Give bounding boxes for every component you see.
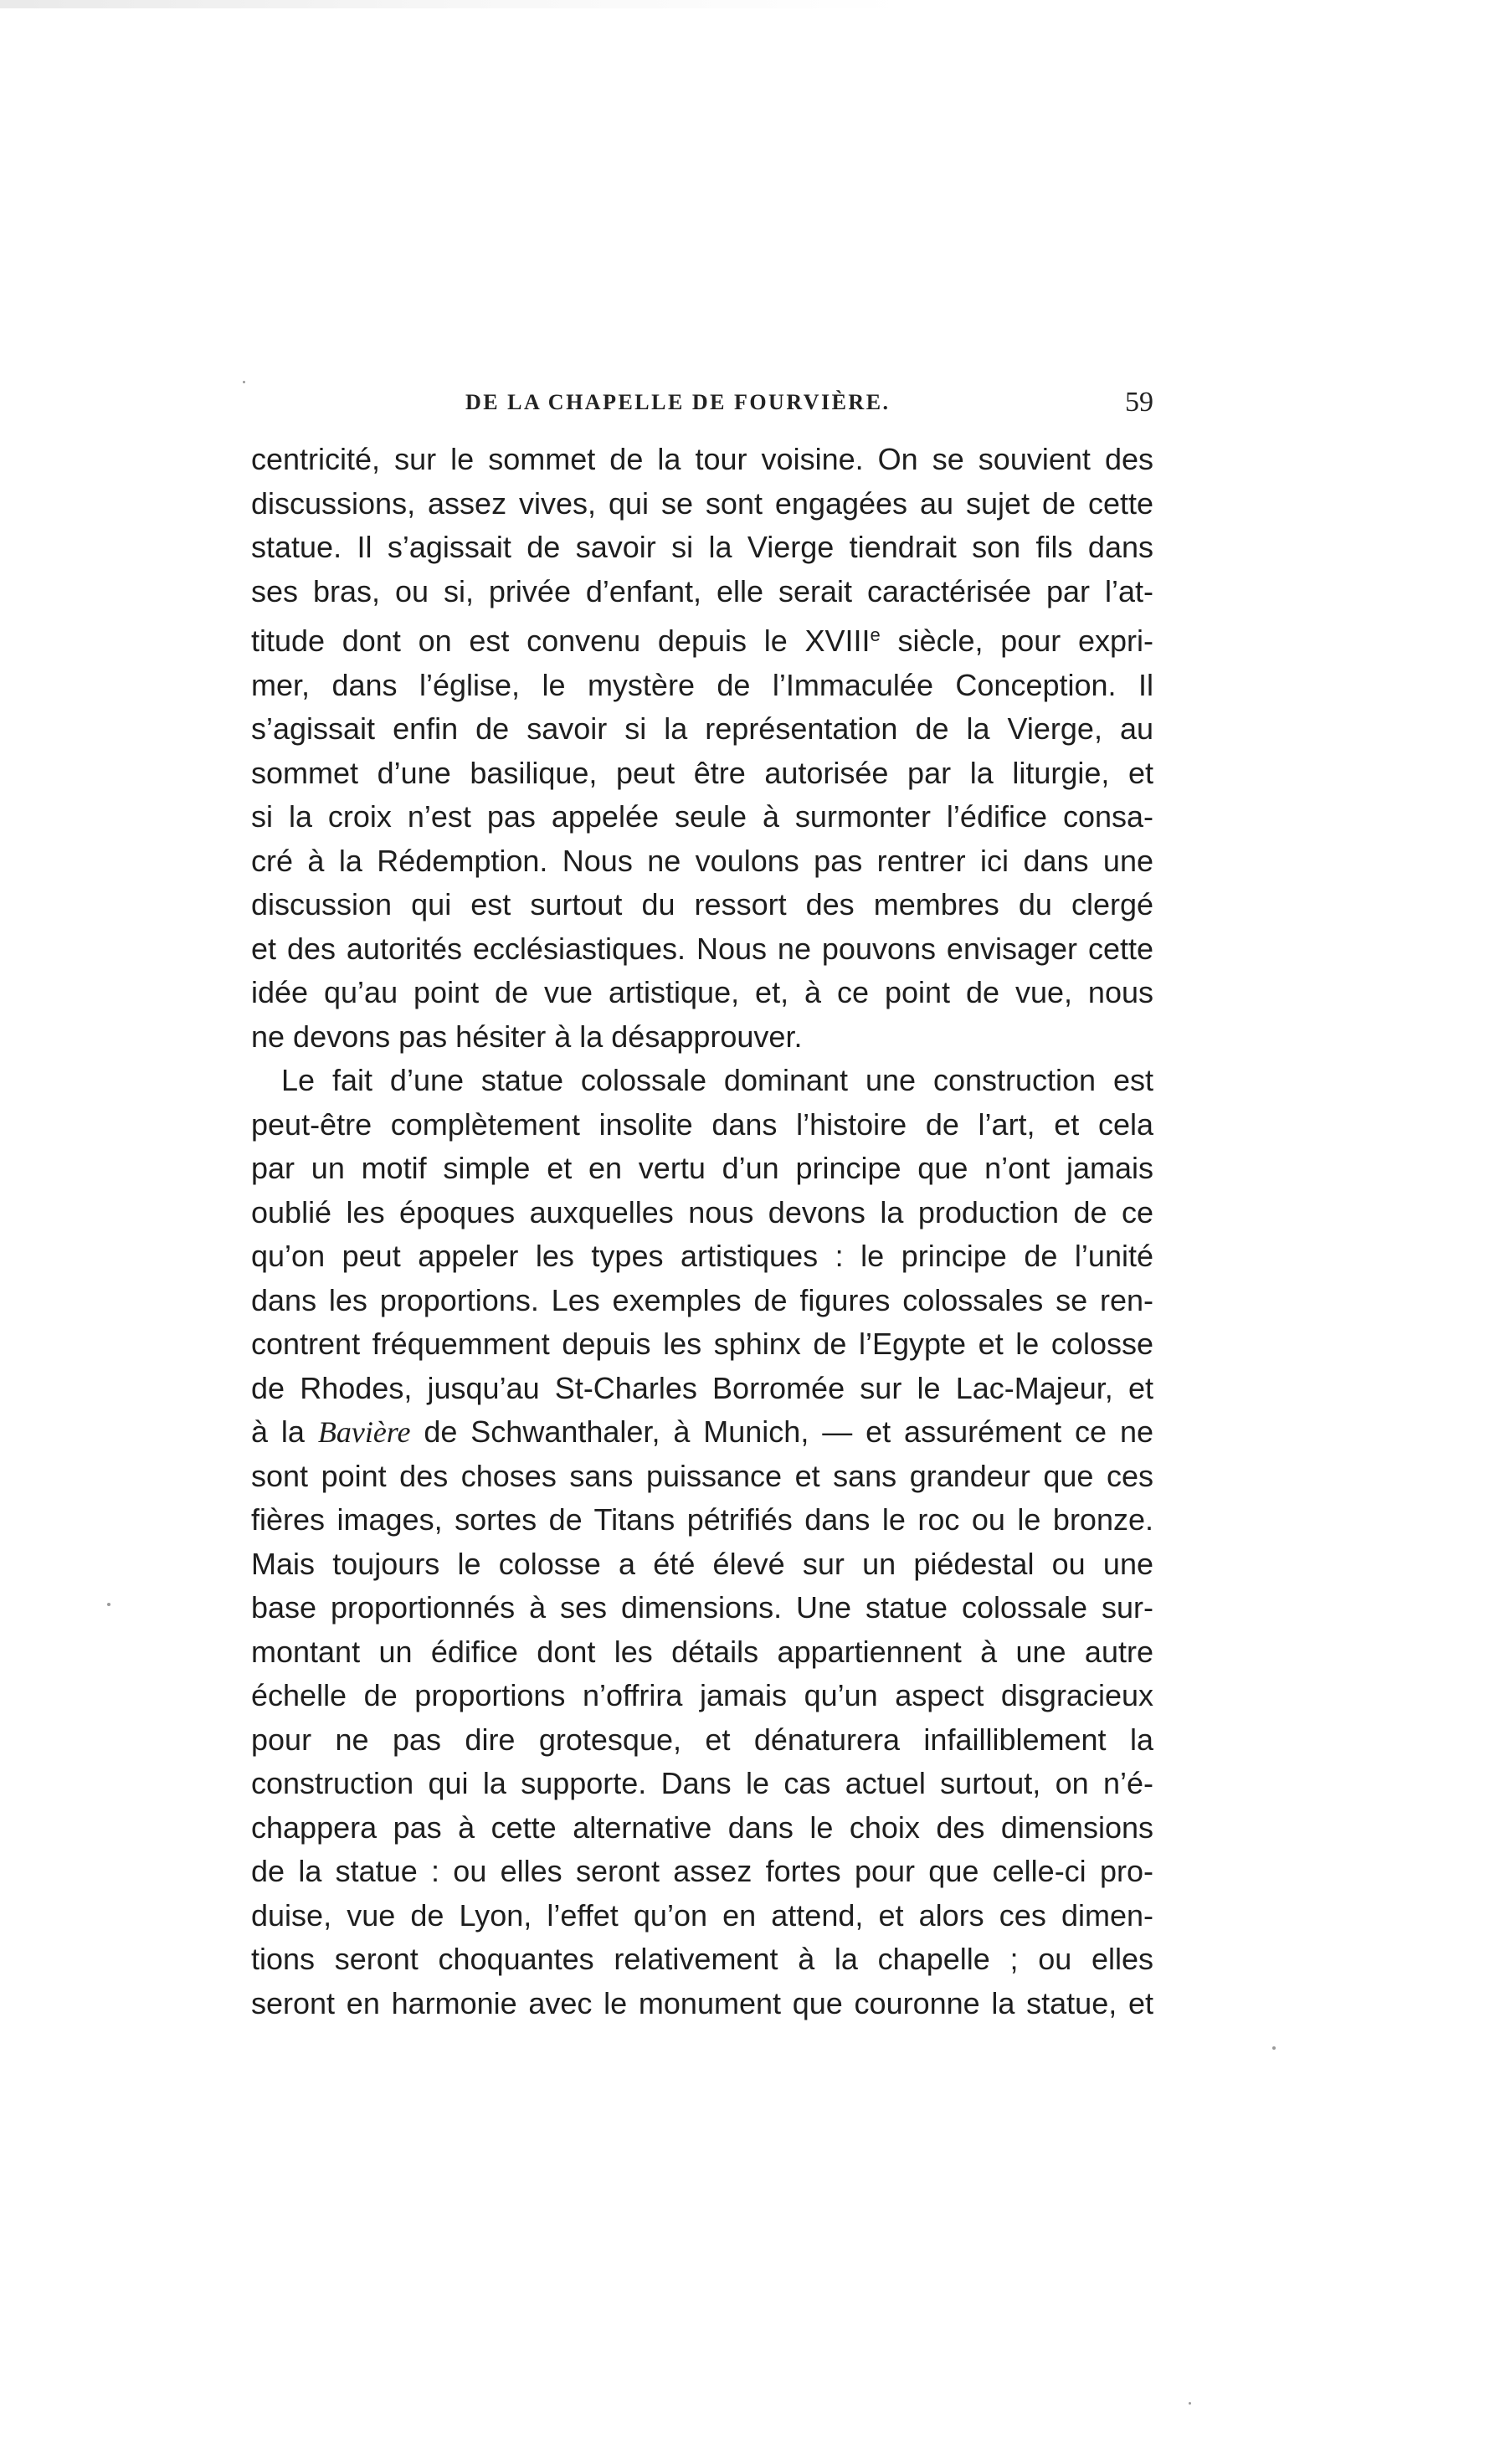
text-line: construction qui la supporte. Dans le cas actuel surtout, on n’é- — [251, 1766, 1153, 1800]
scan-speck — [243, 381, 245, 383]
text-line: dans les proportions. Les exemples de figures colossales se ren- — [251, 1282, 1153, 1317]
text-line: montant un édifice dont les détails appartiennent à une autre — [251, 1634, 1153, 1669]
text-line — [251, 613, 1153, 664]
text-fragment: siècle, pour expri- — [880, 624, 1154, 658]
text-line: centricité, sur le sommet de la tour voisine. On se souvient des — [251, 442, 1153, 476]
text-line: par un motif simple et en vertu d’un principe que n’ont jamais — [251, 1151, 1153, 1185]
text-line: statue. Il s’agissait de savoir si la Vierge tiendrait son fils dans — [251, 530, 1153, 564]
text-line: mer, dans l’église, le mystère de l’Immaculée Conception. Il — [251, 667, 1153, 702]
text-line: Mais toujours le colosse a été élevé sur un piédestal ou une — [251, 1546, 1153, 1581]
scan-speck — [107, 1603, 110, 1606]
text-line: oublié les époques auxquelles nous devons la production de ce — [251, 1194, 1153, 1229]
italic-title: Bavière — [317, 1415, 411, 1449]
text-line: sommet d’une basilique, peut être autorisée par la liturgie, et — [251, 755, 1153, 790]
text-line: contrent fréquemment depuis les sphinx de l’Egypte et le colosse — [251, 1327, 1153, 1361]
scan-speck — [1272, 2046, 1276, 2050]
running-head: DE LA CHAPELLE DE FOURVIÈRE. — [465, 390, 891, 414]
page-number: 59 — [1125, 387, 1153, 418]
text-line: cré à la Rédemption. Nous ne voulons pas rentrer ici dans une — [251, 843, 1153, 878]
text-line: discussions, assez vives, qui se sont engagées au sujet de cette — [251, 485, 1153, 521]
text-line: base proportionnés à ses dimensions. Une statue colossale sur- — [251, 1590, 1153, 1625]
text-line: chappera pas à cette alternative dans le choix des dimensions — [251, 1810, 1153, 1845]
text-line: s’agissait enfin de savoir si la représentation de la Vierge, au — [251, 711, 1153, 746]
text-line: si la croix n’est pas appelée seule à surmonter l’édifice consa- — [251, 799, 1153, 834]
text-fragment: à la — [251, 1414, 318, 1449]
text-line: et des autorités ecclésiastiques. Nous ne pouvons envisager cette — [251, 931, 1153, 966]
scan-edge-shadow — [0, 0, 1505, 8]
text-line: sont point des choses sans puissance et sans grandeur que ces — [251, 1458, 1153, 1493]
text-line: de la statue : ou elles seront assez fortes pour que celle-ci pro- — [251, 1854, 1153, 1888]
text-line: peut-être complètement insolite dans l’histoire de l’art, et cela — [251, 1106, 1153, 1142]
text-line — [251, 1410, 1153, 1455]
text-line: pour ne pas dire grotesque, et dénaturera infailliblement la — [251, 1722, 1153, 1757]
text-line: échelle de proportions n’offrira jamais qu’un aspect disgracieux — [251, 1678, 1153, 1712]
page-header — [251, 387, 1153, 424]
text-line: ses bras, ou si, privée d’enfant, elle serait caractérisée par l’at- — [251, 573, 1153, 608]
text-line: fières images, sortes de Titans pétrifiés dans le roc ou le bronze. — [251, 1502, 1153, 1537]
scan-speck — [1189, 2402, 1191, 2405]
text-line: seront en harmonie avec le monument que couronne la statue, et — [251, 1985, 1153, 2020]
text-line: idée qu’au point de vue artistique, et, à ce point de vue, nous — [251, 975, 1153, 1009]
text-line: Le fait d’une statue colossale dominant une construction est — [281, 1063, 1153, 1097]
text-line: de Rhodes, jusqu’au St-Charles Borromée sur le Lac-Majeur, et — [251, 1370, 1153, 1405]
text-line: qu’on peut appeler les types artistiques : le principe de l’unité — [251, 1239, 1153, 1273]
text-fragment: de Schwanthaler, à Munich, — et assurément ce ne — [410, 1414, 1153, 1449]
text-fragment: titude dont on est convenu depuis le XVIII — [251, 624, 871, 658]
text-line: ne devons pas hésiter à la désapprouver. — [251, 1019, 803, 1054]
text-line: duise, vue de Lyon, l’effet qu’on en attend, et alors ces dimen- — [251, 1897, 1153, 1933]
superscript: e — [870, 624, 881, 645]
text-line: discussion qui est surtout du ressort des membres du clergé — [251, 887, 1153, 921]
body-text — [251, 438, 1153, 2025]
text-line: tions seront choquantes relativement à la chapelle ; ou elles — [251, 1942, 1153, 1976]
